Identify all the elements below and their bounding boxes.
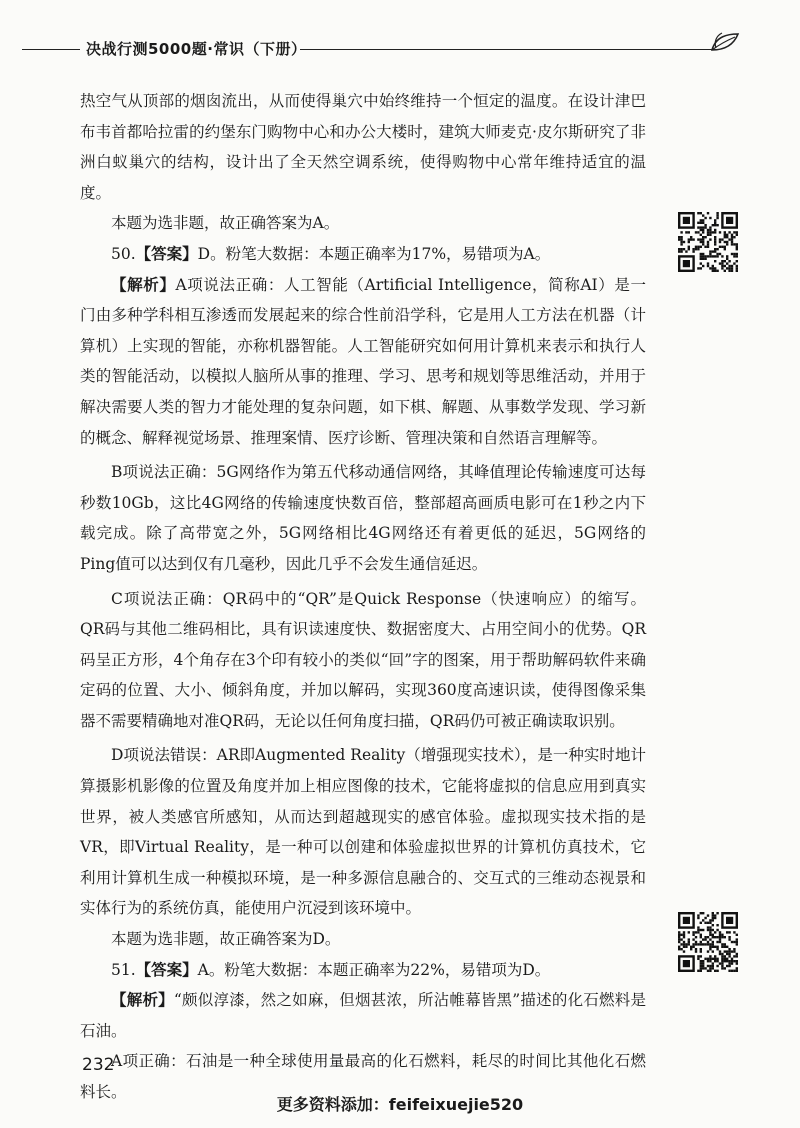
qr-code-icon[interactable] xyxy=(678,212,738,272)
footer-watermark: 更多资料添加：feifeixuejie520 xyxy=(276,1095,524,1114)
running-header xyxy=(0,0,800,70)
q50-analysis-d: D项说法错误：AR即Augmented Reality（增强现实技术），是一种实时地计算摄影机影像的位置及角度并加上相应图像的技术，它能将虚拟的信息应用到真实世界，被人类感官所感知，从而达到超越现实的感官体验。虚拟现实技术指的是VR，即Virtual Reality，是一种可以创建和体验虚拟世界的计算机仿真技术，它利用计算机生成一种模拟环境，是一种多源信息融合的、交互式的三维动态视景和实体行为的系统仿真，能使用户沉浸到该环境中。 xyxy=(80,746,646,918)
q50-answer-text: D。粉笔大数据：本题正确率为17%，易错项为A。 xyxy=(197,244,551,263)
q51-answer xyxy=(80,955,646,986)
q50-analysis-a-text: A项说法正确：人工智能（Artificial Intelligence，简称AI）是一门由多种学科相互渗透而发展起来的综合性前沿学科，它是用人工方法在机器（计算机）上实现的智能，亦称机器智能。人工智能研究如何用计算机来表示和执行人类的智能活动，以模拟人脑所从事的推理、学习、思考和规划等思维活动，并用于解决需要人类的智力才能处理的复杂问题，如下棋、解题、从事数学发现、学习新的概念、解释视觉场景、推理案情、医疗诊断、管理决策和自然语言理解等。 xyxy=(80,275,646,447)
q50-answer xyxy=(80,239,646,270)
page-body xyxy=(80,86,646,1108)
q50-number: 50. xyxy=(111,244,136,263)
q51-analysis-intro xyxy=(80,985,646,1046)
q50-analysis-a xyxy=(80,270,646,454)
paragraph-continued: 热空气从顶部的烟囱流出，从而使得巢穴中始终维持一个恒定的温度。在设计津巴布韦首都哈拉雷的约堡东门购物中心和办公大楼时，建筑大师麦克·皮尔斯研究了非洲白蚁巢穴的结构，设计出了全天然空调系统，使得购物中心常年维持适宜的温度。 xyxy=(80,92,646,202)
q51-answer-text: A。粉笔大数据：本题正确率为22%，易错项为D。 xyxy=(197,960,551,979)
q50-analysis-tag: 【解析】 xyxy=(111,275,176,294)
header-rule-right xyxy=(300,49,718,50)
book-title: 决战行测5000题·常识（下册） xyxy=(86,40,307,58)
q51-number: 51. xyxy=(111,960,136,979)
page-number: 232 xyxy=(82,1055,115,1075)
q51-analysis-intro-text: “颇似淳漆，然之如麻，但烟甚浓，所沾帷幕皆黑”描述的化石燃料是石油。 xyxy=(80,991,646,1040)
q51-answer-tag: 【答案】 xyxy=(135,960,198,979)
q50-analysis-b: B项说法正确：5G网络作为第五代移动通信网络，其峰值理论传输速度可达每秒数10Gb，这比4G网络的传输速度快数百倍，整部超高画质电影可在1秒之内下载完成。除了高带宽之外，5G网络相比4G网络还有着更低的延迟，5G网络的Ping值可以达到仅有几毫秒，因此几乎不会发生通信延迟。 xyxy=(80,463,646,573)
header-rule-left xyxy=(22,49,80,50)
q51-analysis-tag: 【解析】 xyxy=(111,991,174,1010)
qr-code-icon[interactable] xyxy=(678,912,738,972)
q50-analysis-c: C项说法正确：QR码中的“QR”是Quick Response（快速响应）的缩写。QR码与其他二维码相比，具有识读速度快、数据密度大、占用空间小的优势。QR码呈正方形，4个角存在3个印有较小的类似“回”字的图案，用于帮助解码软件来确定码的位置、大小、倾斜角度，并加以解码，实现360度高速识读，使得图像采集器不需要精确地对准QR码，无论以任何角度扫描，QR码仍可被正确读取识别。 xyxy=(80,589,646,730)
leaf-ornament-icon xyxy=(708,30,742,54)
q51-analysis-a: A项正确：石油是一种全球使用量最高的化石燃料，耗尽的时间比其他化石燃料长。 xyxy=(80,1052,646,1101)
q50-conclusion: 本题为选非题，故正确答案为D。 xyxy=(111,930,341,949)
q50-answer-tag: 【答案】 xyxy=(135,244,198,263)
paragraph-conclusion-49: 本题为选非题，故正确答案为A。 xyxy=(111,214,340,233)
